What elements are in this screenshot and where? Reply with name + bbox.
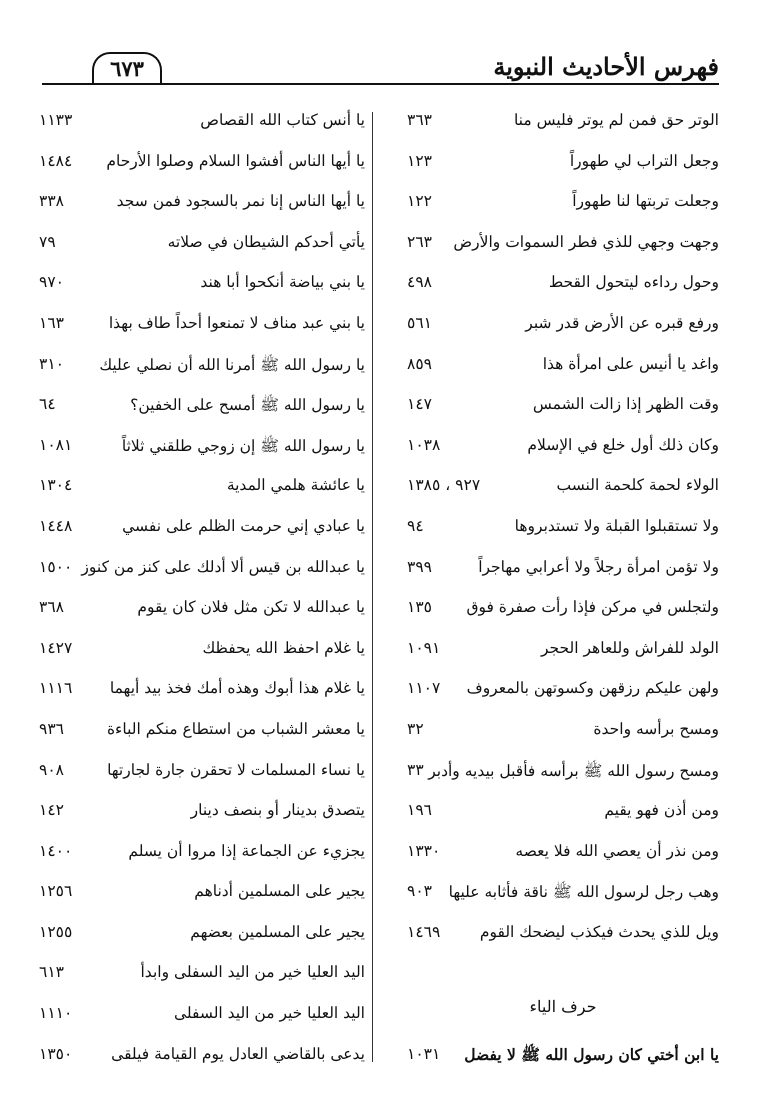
index-entry bbox=[407, 104, 719, 145]
hadith-number: ٨٥٩ bbox=[407, 354, 432, 373]
index-entry bbox=[39, 551, 365, 592]
hadith-text: ولا تستقبلوا القبلة ولا تستدبروها bbox=[514, 516, 719, 535]
index-entry bbox=[407, 429, 719, 470]
hadith-number: ٣٢ bbox=[407, 719, 424, 738]
index-entry bbox=[39, 916, 365, 957]
hadith-text: وحول رداءه ليتحول القحط bbox=[548, 273, 719, 292]
index-entry bbox=[407, 875, 719, 916]
index-entry bbox=[39, 591, 365, 632]
page-number: ٦٧٣ bbox=[110, 56, 144, 81]
hadith-number: ١٢٥٥ bbox=[39, 922, 73, 941]
index-entry bbox=[407, 713, 719, 754]
hadith-text: ومسح برأسه واحدة bbox=[593, 719, 719, 738]
section-spacer bbox=[407, 956, 719, 997]
column-divider bbox=[372, 112, 373, 1062]
hadith-text: يا ابن أختي كان رسول الله ﷺ لا يفضل bbox=[464, 1044, 719, 1064]
hadith-text: يأتي أحدكم الشيطان في صلاته bbox=[167, 232, 365, 251]
index-entry bbox=[39, 307, 365, 348]
hadith-text: الوتر حق فمن لم يوتر فليس منا bbox=[513, 111, 719, 129]
hadith-number: ٣٦٨ bbox=[39, 598, 64, 617]
index-entry bbox=[407, 469, 719, 510]
hadith-number: ٣٩٩ bbox=[407, 557, 432, 576]
index-entry bbox=[39, 145, 365, 186]
index-entry bbox=[39, 104, 365, 145]
hadith-number: ٦١٣ bbox=[39, 963, 64, 982]
index-entry bbox=[39, 875, 365, 916]
hadith-text: ولهن عليكم رزقهن وكسوتهن بالمعروف bbox=[466, 679, 719, 698]
hadith-number: ٩٠٣ bbox=[407, 882, 432, 901]
hadith-number: ١٦٣ bbox=[39, 313, 64, 332]
hadith-number: ١٤٤٨ bbox=[39, 516, 73, 535]
hadith-number: ١٠٣١ bbox=[407, 1044, 441, 1063]
hadith-number: ١٥٠٠ bbox=[39, 557, 73, 576]
hadith-text: وجهت وجهي للذي فطر السموات والأرض bbox=[453, 232, 719, 251]
hadith-text: يتصدق بدينار أو بنصف دينار bbox=[190, 801, 365, 820]
hadith-number: ١١١٠ bbox=[39, 1004, 73, 1023]
hadith-number: ١٤٦٩ bbox=[407, 922, 441, 941]
index-entry bbox=[39, 956, 365, 997]
index-entry bbox=[407, 1038, 719, 1079]
hadith-text: يا بني عبد مناف لا تمنعوا أحداً طاف بهذا bbox=[108, 313, 365, 332]
index-entry bbox=[407, 348, 719, 389]
section-heading: حرف الياء bbox=[529, 997, 597, 1017]
left-entry-list bbox=[39, 104, 365, 1078]
hadith-text: ورفع قبره عن الأرض قدر شبر bbox=[525, 313, 719, 332]
index-entry bbox=[407, 510, 719, 551]
header-divider bbox=[42, 83, 719, 85]
hadith-text: يا معشر الشباب من استطاع منكم الباءة bbox=[106, 719, 365, 738]
hadith-number: ٤٩٨ bbox=[407, 273, 432, 292]
left-column bbox=[39, 104, 365, 1078]
index-entry bbox=[407, 388, 719, 429]
hadith-text: يا عائشة هلمي المدية bbox=[226, 476, 365, 495]
hadith-number: ١١٣٣ bbox=[39, 111, 73, 129]
hadith-text: يا رسول الله ﷺ أمرنا الله أن نصلي عليك bbox=[99, 355, 365, 374]
hadith-number: ١٩٦ bbox=[407, 801, 432, 820]
hadith-number: ١٣٣٠ bbox=[407, 841, 441, 860]
hadith-text: يجير على المسلمين بعضهم bbox=[190, 922, 365, 941]
index-entry bbox=[39, 185, 365, 226]
hadith-number: ١٣٠٤ bbox=[39, 476, 73, 495]
hadith-number: ٢٦٣ bbox=[407, 232, 432, 251]
hadith-text: وجعلت تربتها لنا طهوراً bbox=[572, 192, 719, 211]
hadith-number: ١٠٣٨ bbox=[407, 435, 441, 454]
index-entry bbox=[39, 226, 365, 267]
hadith-text: يا رسول الله ﷺ إن زوجي طلقني ثلاثاً bbox=[121, 436, 365, 455]
hadith-number: ٩٠٨ bbox=[39, 760, 64, 779]
hadith-text: الولاء لحمة كلحمة النسب bbox=[556, 476, 719, 495]
hadith-text: يا غلام احفظ الله يحفظك bbox=[202, 638, 365, 657]
index-entry bbox=[407, 226, 719, 267]
hadith-text: يا عبدالله بن قيس ألا أدلك على كنز من كنوز bbox=[81, 557, 365, 576]
hadith-number: ١١٠٧ bbox=[407, 679, 441, 698]
index-entry bbox=[39, 348, 365, 389]
index-entry bbox=[39, 429, 365, 470]
hadith-number: ٩٢٧ ، ١٣٨٥ bbox=[407, 476, 481, 495]
hadith-text: وكان ذلك أول خلع في الإسلام bbox=[527, 435, 719, 454]
hadith-text: يجزيء عن الجماعة إذا مروا أن يسلم bbox=[128, 841, 365, 860]
hadith-number: ٩٤ bbox=[407, 516, 424, 535]
index-entry bbox=[407, 145, 719, 186]
hadith-number: ١٤٧ bbox=[407, 395, 432, 414]
hadith-text: يا غلام هذا أبوك وهذه أمك فخذ بيد أيهما bbox=[109, 679, 365, 698]
index-entry bbox=[39, 510, 365, 551]
index-entry bbox=[39, 388, 365, 429]
hadith-text: الولد للفراش وللعاهر الحجر bbox=[540, 638, 719, 657]
hadith-text: يا عبدالله لا تكن مثل فلان كان يقوم bbox=[137, 598, 365, 617]
hadith-text: ولتجلس في مركن فإذا رأت صفرة فوق bbox=[466, 598, 719, 617]
hadith-text: اليد العليا خير من اليد السفلى وابدأ bbox=[140, 963, 365, 982]
hadith-number: ١١١٦ bbox=[39, 679, 73, 698]
hadith-text: ومسح رسول الله ﷺ برأسه فأقبل بيديه وأدبر bbox=[428, 761, 719, 780]
index-entry bbox=[39, 794, 365, 835]
hadith-number: ٣١٠ bbox=[39, 354, 64, 373]
index-entry bbox=[39, 469, 365, 510]
hadith-number: ١٢٣ bbox=[407, 151, 432, 170]
index-entry bbox=[39, 754, 365, 795]
hadith-text: ويل للذي يحدث فيكذب ليضحك القوم bbox=[479, 922, 719, 941]
hadith-text: اليد العليا خير من اليد السفلى bbox=[173, 1004, 365, 1023]
hadith-number: ١٤٢٧ bbox=[39, 638, 73, 657]
hadith-text: واغد يا أنيس على امرأة هذا bbox=[542, 354, 719, 373]
hadith-number: ١٤٠٠ bbox=[39, 841, 73, 860]
hadith-text: يا أيها الناس إنا نمر بالسجود فمن سجد bbox=[116, 192, 365, 211]
hadith-text: وجعل التراب لي طهوراً bbox=[569, 151, 719, 170]
index-entry bbox=[39, 835, 365, 876]
index-entry bbox=[407, 916, 719, 957]
index-entry bbox=[39, 672, 365, 713]
index-entry bbox=[407, 185, 719, 226]
hadith-number: ١٣٥٠ bbox=[39, 1044, 73, 1063]
page-title: فهرس الأحاديث النبوية bbox=[493, 52, 719, 81]
hadith-number: ٣٣ bbox=[407, 760, 424, 779]
hadith-text: وقت الظهر إذا زالت الشمس bbox=[532, 395, 719, 414]
hadith-text: يا رسول الله ﷺ أمسح على الخفين؟ bbox=[130, 396, 365, 415]
index-entry bbox=[407, 591, 719, 632]
hadith-text: يا أنس كتاب الله القصاص bbox=[200, 111, 365, 129]
hadith-number: ٩٧٠ bbox=[39, 273, 64, 292]
hadith-text: يا أيها الناس أفشوا السلام وصلوا الأرحام bbox=[106, 151, 365, 170]
right-column bbox=[407, 104, 719, 1078]
hadith-text: يا بني بياضة أنكحوا أبا هند bbox=[200, 273, 365, 292]
hadith-number: ٣٦٣ bbox=[407, 111, 432, 129]
index-entry bbox=[39, 713, 365, 754]
hadith-number: ٦٤ bbox=[39, 395, 56, 414]
hadith-number: ١٤٨٤ bbox=[39, 151, 73, 170]
page-number-badge bbox=[92, 52, 162, 84]
hadith-text: يدعى بالقاضي العادل يوم القيامة فيلقى bbox=[111, 1044, 365, 1063]
index-entry bbox=[407, 307, 719, 348]
hadith-number: ١٢٥٦ bbox=[39, 882, 73, 901]
index-entry bbox=[39, 632, 365, 673]
index-entry bbox=[407, 551, 719, 592]
index-entry bbox=[39, 266, 365, 307]
index-entry bbox=[407, 754, 719, 795]
hadith-number: ٥٦١ bbox=[407, 313, 432, 332]
hadith-number: ١٠٩١ bbox=[407, 638, 441, 657]
index-entry bbox=[407, 835, 719, 876]
index-entry bbox=[39, 1038, 365, 1079]
right-entry-list bbox=[407, 104, 719, 956]
hadith-text: ومن أذن فهو يقيم bbox=[604, 801, 719, 820]
hadith-number: ١٢٢ bbox=[407, 192, 432, 211]
hadith-number: ٣٣٨ bbox=[39, 192, 64, 211]
index-entry bbox=[39, 997, 365, 1038]
index-entry bbox=[407, 632, 719, 673]
hadith-text: ومن نذر أن يعصي الله فلا يعصه bbox=[515, 841, 719, 860]
hadith-text: يا عبادي إني حرمت الظلم على نفسي bbox=[122, 516, 365, 535]
hadith-text: وهب رجل لرسول الله ﷺ ناقة فأثابه عليها bbox=[448, 883, 719, 902]
hadith-number: ١٤٢ bbox=[39, 801, 64, 820]
index-entry bbox=[407, 672, 719, 713]
hadith-text: يجير على المسلمين أدناهم bbox=[194, 882, 365, 901]
hadith-number: ٩٣٦ bbox=[39, 719, 64, 738]
hadith-number: ٧٩ bbox=[39, 232, 56, 251]
index-entry bbox=[407, 266, 719, 307]
hadith-number: ١٣٥ bbox=[407, 598, 432, 617]
hadith-text: يا نساء المسلمات لا تحقرن جارة لجارتها bbox=[107, 760, 365, 779]
hadith-text: ولا تؤمن امرأة رجلاً ولا أعرابي مهاجراً bbox=[478, 557, 719, 576]
index-entry bbox=[407, 794, 719, 835]
hadith-number: ١٠٨١ bbox=[39, 435, 73, 454]
section-heading-row bbox=[407, 997, 719, 1038]
